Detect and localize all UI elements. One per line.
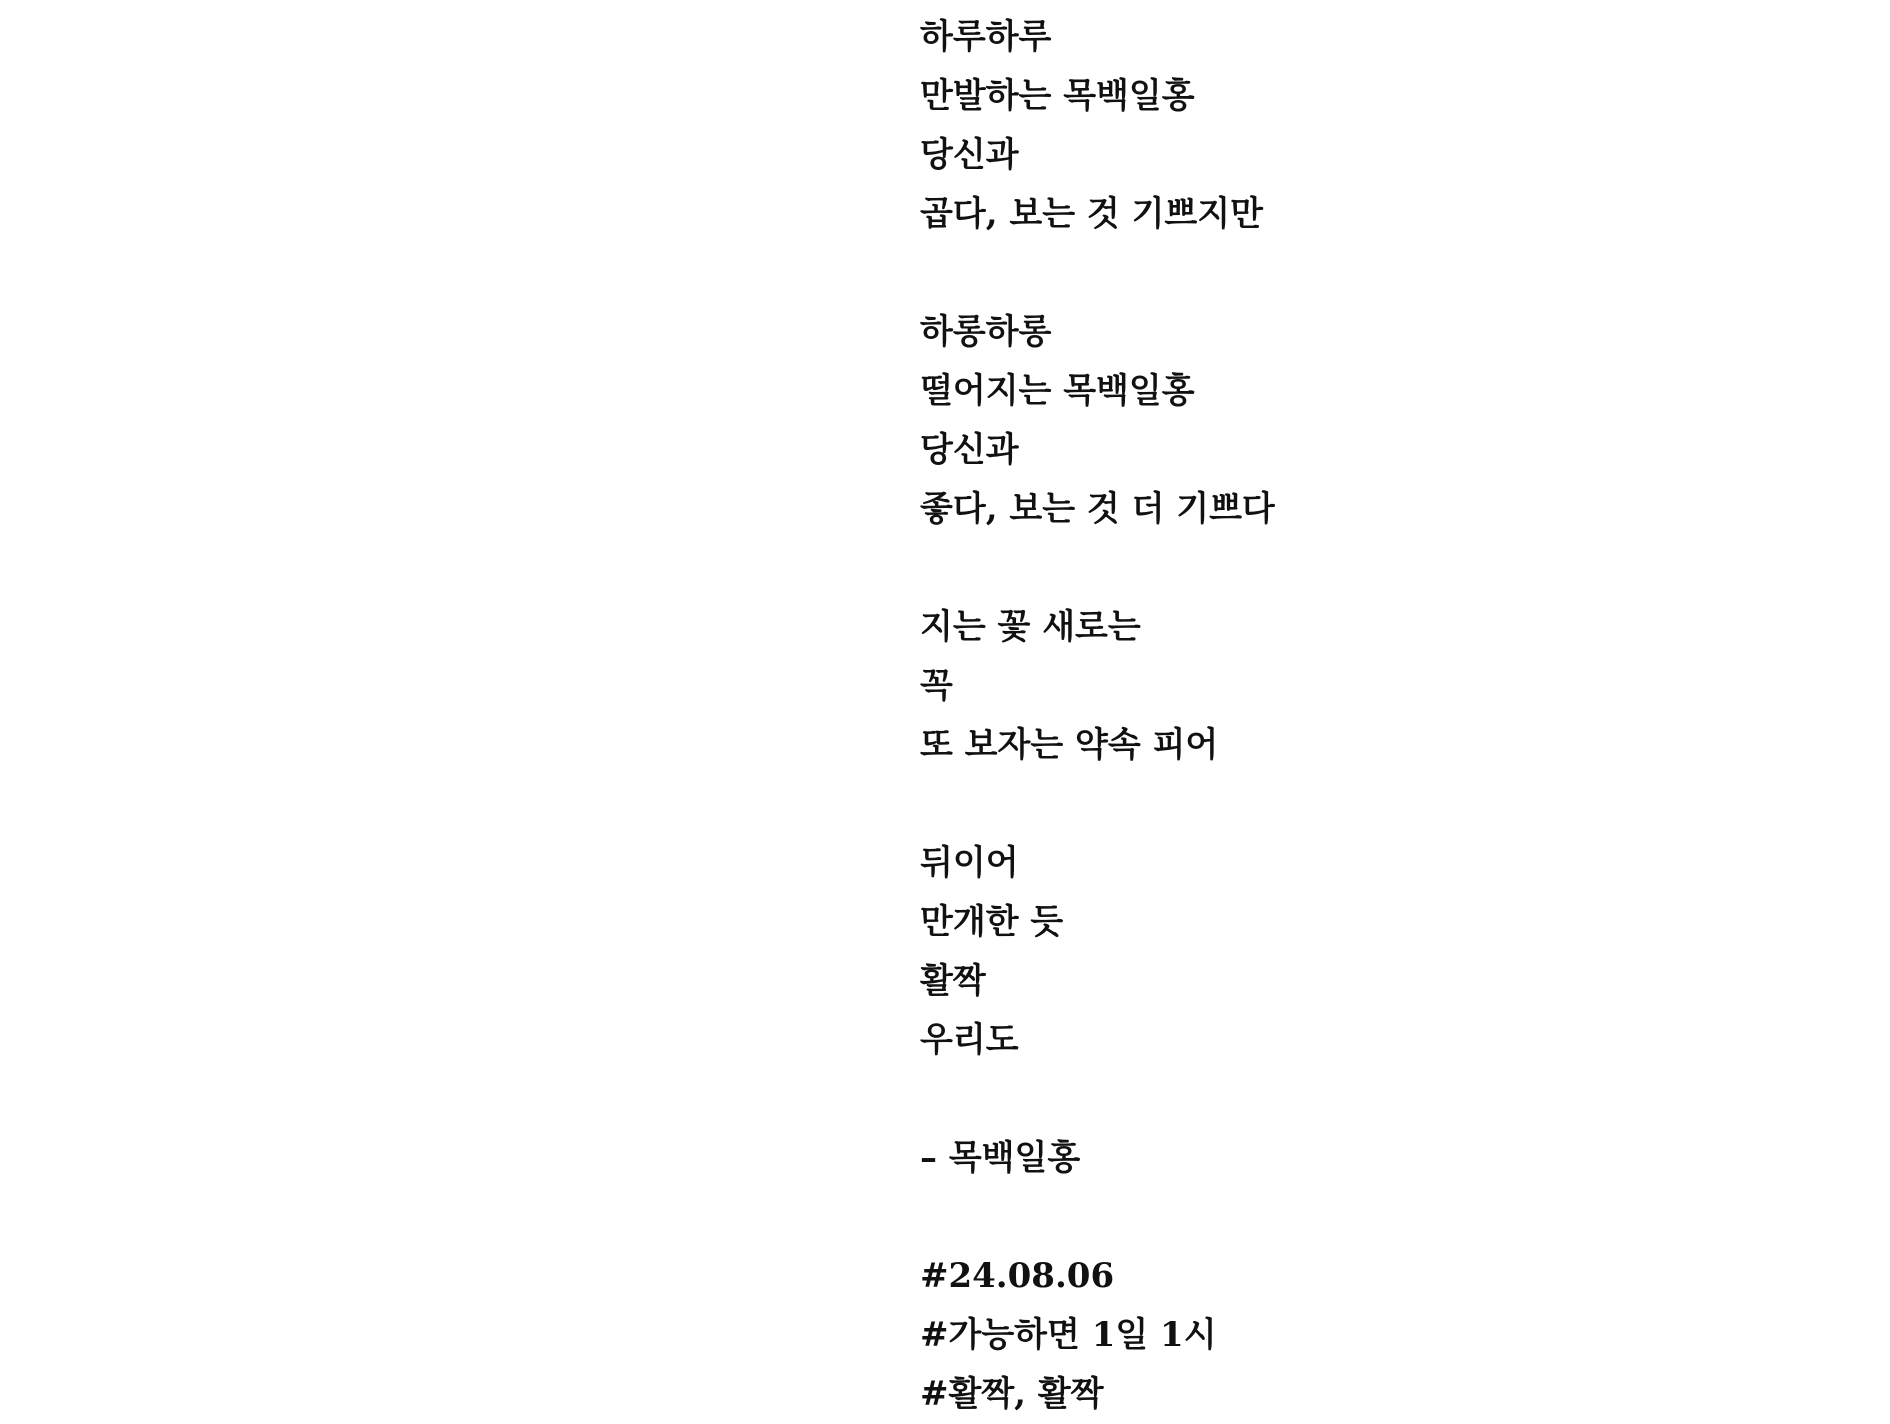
poem-line: 뒤이어 [920, 843, 1019, 883]
poem-line: 하롱하롱 [920, 312, 1052, 352]
poem-line: 활짝 [920, 961, 986, 1001]
stanza-3 [920, 598, 1620, 775]
poem-body [920, 8, 1620, 1424]
poem-line: 하루하루 [920, 17, 1052, 57]
hashtag: #가능하면 1일 1시 [920, 1315, 1217, 1355]
poem-line: 당신과 [920, 135, 1019, 175]
poem-line: 우리도 [920, 1020, 1019, 1060]
poem-line: 또 보자는 약속 피어 [920, 725, 1219, 765]
poem-line: 만개한 듯 [920, 902, 1064, 942]
poem-line: 떨어지는 목백일홍 [920, 371, 1195, 411]
stanza-2 [920, 303, 1620, 539]
poem-line: 만발하는 목백일홍 [920, 76, 1195, 116]
hashtag: #활짝, 활짝 [920, 1374, 1104, 1414]
signature-block [920, 1129, 1620, 1188]
poem-line: 당신과 [920, 430, 1019, 470]
poem-line: 좋다, 보는 것 더 기쁘다 [920, 489, 1275, 529]
hashtag-list [920, 1247, 1620, 1424]
stanza-1 [920, 8, 1620, 244]
poem-line: 꼭 [920, 666, 953, 706]
poem-line: 곱다, 보는 것 기쁘지만 [920, 194, 1263, 234]
poem-line: 지는 꽃 새로는 [920, 607, 1141, 647]
stanza-4 [920, 834, 1620, 1070]
poem-signature: – 목백일홍 [920, 1138, 1081, 1178]
hashtag: #24.08.06 [920, 1256, 1115, 1296]
